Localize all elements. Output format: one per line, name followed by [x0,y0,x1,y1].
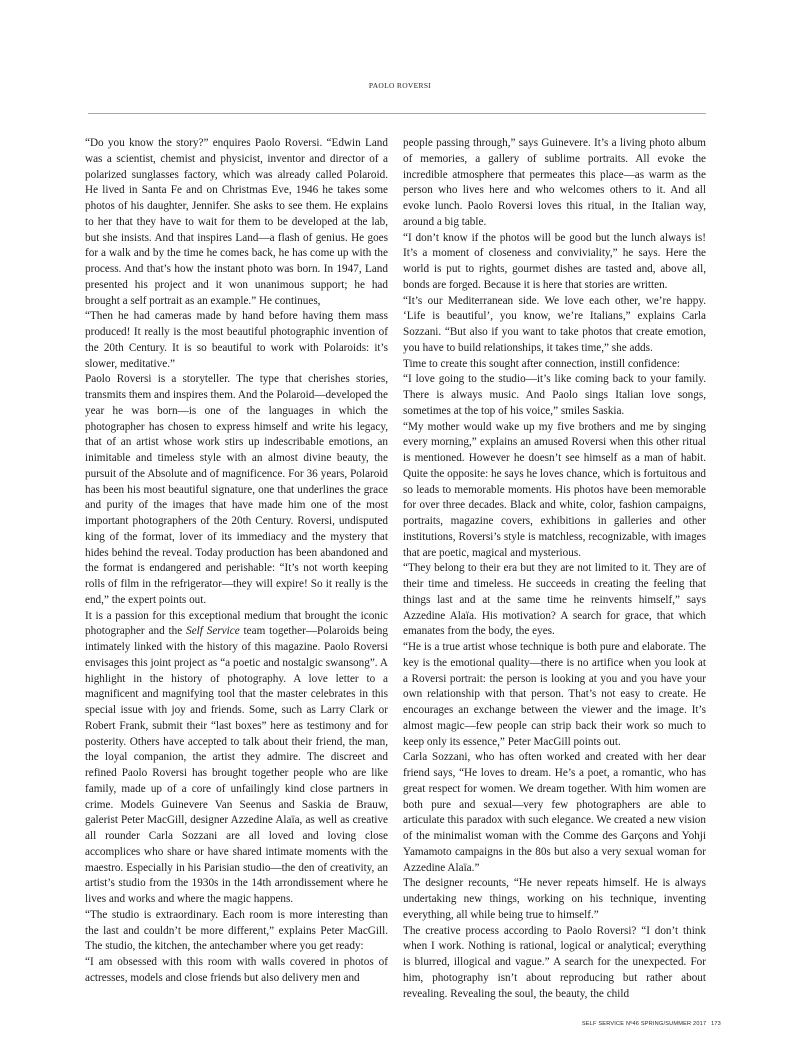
paragraph: The designer recounts, “He never repeats himself. He is always undertaking new things, working on his technique, inventing everything, all while being true to himself.” [403,877,706,921]
paragraph: Time to create this sought after connection, instill confidence: [403,357,681,370]
paragraph: “My mother would wake up my five brothers and me by singing every morning,” explains an amused Roversi when this other ritual is mentioned. However he doesn’t see himself as a man of habit. Quite the opposite: he says he loves chance, which is fortuitous and so leads to memorable moments. His photos have been memorable for over three decades. Black and white, color, fashion campaigns, portraits, magazine covers, exhibitions in galleries and other institutions, Roversi’s style is matchless, recognizable, with images that are poetic, magical and mysterious. [403,420,706,559]
left-column [85,136,388,987]
paragraph: people passing through,” says Guinevere. It’s a living photo album of memories, a gallery of sublime portraits. All evoke the incredible atmosphere that permeates this place—as warm as the person who lives here and who welcomes others to it. And all evoke lunch. Paolo Roversi loves this ritual, in the Italian way, around a big table. [403,137,706,228]
paragraph: “I love going to the studio—it’s like coming back to your family. There is always music. And Paolo sings Italian love songs, sometimes at the top of his voice,” smiles Saskia. [403,373,706,417]
page-number: 173 [711,1021,721,1027]
paragraph [85,609,388,908]
paragraph-text: It is a passion for this exceptional medium that brought the iconic photographer and the [85,609,388,638]
paragraph: “Then he had cameras made by hand before having them mass produced! It really is the most beautiful photographic invention of the 20th Century. It is so beautiful to work with Polaroids: it’s slower, meditative.” [85,310,388,370]
issue-label: SELF SERVICE Nº46 SPRING/SUMMER 2017 [581,1021,707,1027]
paragraph: “Do you know the story?” enquires Paolo Roversi. “Edwin Land was a scientist, chemist and physicist, inventor and director of a polarized sunglasses factory, which was already called Polaroid. He lived in Santa Fe and on Christmas Eve, 1946 he takes some photos of his daughter, Jennifer. She asks to see them. He explains to her that they have to wait for them to be developed at the lab, but she insists. And that inspires Land—a flash of genius. He goes for a walk and by the time he comes back, he has come up with the process. And that’s how the instant photo was born. In 1947, Land presented his project and it won unanimous support; he had brought a self portrait as an example.” He continues, [85,137,388,307]
paragraph-text: team together—Polaroids being intimately linked with the history of this magazine. Paolo Roversi envisages this joint project as “a poetic and nostalgic swansong”. A highlight in the history of photography. A love letter to a magnificent and magnifying tool that the master celebrates in this special issue with joy and friends. Some, such as Larry Clark or Robert Frank, submit their “last boxes” here as testimony and for posterity. Others have accepted to talk about their friend, the man, the loyal companion, the artist they admire. The discreet and refined Paolo Roversi has brought together people who are like family, made up of a core of unfailingly kind close partners in crime. Models Guinevere Van Seenus and Saskia de Brauw, galerist Peter MacGill, designer Azzedine Alaïa, as well as creative all rounder Carla Sozzani are all loved and loving close accomplices who share or have shared intimate moments with the maestro. Especially in his Parisian studio—the den of creativity, an artist’s studio from the 1930s in the 14th arrondissement where he lives and works and where the magic happens. [85,625,388,905]
paragraph: Paolo Roversi is a storyteller. The type that cherishes stories, transmits them and inspires them. And the Polaroid—developed the year he was born—is one of the languages in which the photographer has chosen to express himself and write his legacy, that of an artist whose work stirs up indescribable emotions, an inimitable and timeless style with an almost divine beauty, the pursuit of the Absolute and of magnificence. For 36 years, Polaroid has been his most beautiful signature, one that underlines the grace and purity of the images that have made him one of the most important photographers of the 20th Century. Roversi, undisputed king of the format, lover of its immediacy and the mystery that hides behind the reveal. Today production has been abandoned and the format is endangered and perishable: “It’s not worth keeping rolls of film in the refrigerator—they will expire! So it really is the end,” the expert points out. [85,373,388,606]
paragraph: “The studio is extraordinary. Each room is more interesting than the last and couldn’t be more different,” explains Peter MacGill. The studio, the kitchen, the antechamber where you get ready: [85,908,388,953]
magazine-title: Self Service [186,625,240,638]
paragraph: “It’s our Mediterranean side. We love each other, we’re happy. ‘Life is beautiful’, you know, we’re Italians,” explains Carla Sozzani. “But also if you want to take photos that create emotion, you have to build relationships, it takes time,” she adds. [403,294,706,354]
header-rule [88,113,706,114]
paragraph: The creative process according to Paolo Roversi? “I don’t think when I work. Nothing is rational, logical or analytical; everything is blurred, illogical and vague.” A search for the unexpected. For him, photography isn’t about reproducing but rather about revealing. Revealing the soul, the beauty, the child [403,924,706,1000]
paragraph: “I am obsessed with this room with walls covered in photos of actresses, models and close friends but also delivery men and [85,956,388,984]
paragraph: “He is a true artist whose technique is both pure and elaborate. The key is the emotional quality—there is no artifice when you look at a Roversi portrait: the person is looking at you and you have your own relationship with that person. That’s not easy to create. He encourages an exchange between the viewer and the image. It’s almost magic—few people can strip back their work so much to keep only its essence,” Peter MacGill points out. [403,641,706,748]
paragraph: Carla Sozzani, who has often worked and created with her dear friend says, “He loves to dream. He’s a poet, a romantic, who has great respect for women. We dream together. With him women are both pure and sexual—very few photographers are able to articulate this paradox with such elegance. We created a new vision of the minimalist woman with the Comme des Garçons and Yohji Yamamoto campaigns in the 80s but also a very sexual woman for Azzedine Alaïa.” [403,751,706,874]
paragraph: “They belong to their era but they are not limited to it. They are of their time and timeless. He succeeds in creating the feeling that things last and at the same time he reinvents himself,” says Azzedine Alaïa. His motivation? A search for grace, that which emanates from the body, the eyes. [403,562,706,638]
page-footer [582,1021,721,1027]
paragraph: “I don’t know if the photos will be good but the lunch always is! It’s a moment of closeness and conviviality,” he says. Here the world is put to rights, gourmet dishes are tasted and, above all, bonds are forged. Because it is here that stories are written. [403,231,706,291]
running-head: PAOLO ROVERSI [368,81,432,90]
right-column [403,136,706,1002]
